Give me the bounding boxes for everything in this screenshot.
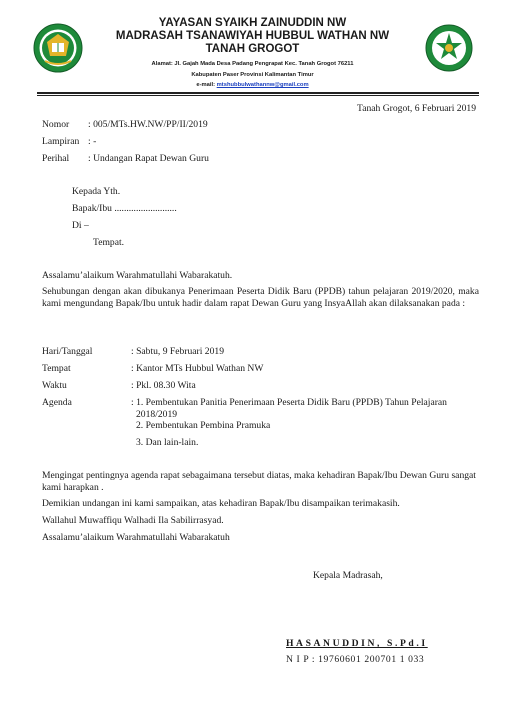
addressee-place: Tempat. bbox=[93, 237, 125, 248]
place-value: : Kantor MTs Hubbul Wathan NW bbox=[131, 363, 264, 374]
opening-greeting: Assalamu’alaikum Warahmatullahi Wabarakatuh. bbox=[42, 270, 233, 281]
school-region: Kabupaten Paser Provinsi Kalimantan Timur bbox=[191, 72, 314, 78]
signer-title: Kepala Madrasah, bbox=[313, 570, 383, 581]
closing-paragraph-3: Wallahul Muwaffiqu Walhadi Ila Sabilirrasyad. bbox=[42, 515, 224, 526]
email-link[interactable]: mtshubbulwathannw@gmail.com bbox=[216, 82, 309, 88]
header-rule-thin bbox=[37, 95, 479, 96]
foundation-name: YAYASAN SYAIKH ZAINUDDIN NW bbox=[158, 17, 347, 29]
closing-greeting: Assalamu’alaikum Warahmatullahi Wabarakatuh bbox=[42, 532, 230, 543]
closing-paragraph-1: Mengingat pentingnya agenda rapat sebagaimana tersebut diatas, maka kehadiran Bapak/Ibu Dewan Guru sangat kami harapkan . bbox=[42, 470, 476, 494]
signer-name: HASANUDDIN, S.Pd.I bbox=[286, 638, 428, 649]
agenda-item-1: : 1. Pembentukan Panitia Penerimaan Peserta Didik Baru (PPDB) Tahun Pelajaran bbox=[131, 397, 447, 408]
school-name: MADRASAH TSANAWIYAH HUBBUL WATHAN NW bbox=[115, 30, 390, 42]
addressee-di: Di – bbox=[72, 220, 89, 231]
agenda-item-1-cont: 2018/2019 bbox=[136, 409, 178, 420]
perihal-value: : Undangan Rapat Dewan Guru bbox=[88, 153, 209, 164]
lampiran-value: : - bbox=[88, 136, 97, 147]
agenda-item-2: 2. Pembentukan Pembina Pramuka bbox=[136, 420, 271, 431]
perihal-label: Perihal bbox=[42, 153, 70, 164]
lampiran-label: Lampiran bbox=[42, 136, 80, 147]
addressee-name: Bapak/Ibu .......................... bbox=[72, 203, 177, 214]
header-rule-thick bbox=[37, 92, 479, 94]
agenda-label: Agenda bbox=[42, 397, 72, 408]
signer-nip: N I P : 19760601 200701 1 033 bbox=[286, 654, 425, 665]
school-location: TANAH GROGOT bbox=[205, 43, 300, 55]
day-value: : Sabtu, 9 Februari 2019 bbox=[131, 346, 224, 357]
email-label: e-mail: bbox=[196, 82, 217, 88]
place-date: Tanah Grogot, 6 Februari 2019 bbox=[357, 103, 476, 114]
closing-paragraph-2: Demikian undangan ini kami sampaikan, atas kehadiran Bapak/Ibu disampaikan terimakasih. bbox=[42, 498, 400, 509]
nomor-value: : 005/MTs.HW.NW/PP/II/2019 bbox=[88, 119, 208, 130]
time-label: Waktu bbox=[42, 380, 67, 391]
school-address: Alamat: Jl. Gajah Mada Desa Padang Pengrapat Kec. Tanah Grogot 76211 bbox=[151, 61, 354, 67]
addressee-greeting: Kepada Yth. bbox=[72, 186, 121, 197]
agenda-item-3: 3. Dan lain-lain. bbox=[136, 437, 199, 448]
school-email bbox=[0, 82, 505, 88]
day-label: Hari/Tanggal bbox=[42, 346, 93, 357]
time-value: : Pkl. 08.30 Wita bbox=[131, 380, 196, 391]
nomor-label: Nomor bbox=[42, 119, 70, 130]
intro-paragraph: Sehubungan dengan akan dibukanya Penerimaan Peserta Didik Baru (PPDB) tahun pelajaran 2019/2020, maka kami mengundang Bapak/Ibu untuk hadir dalam rapat Dewan Guru yang InsyaAllah akan dilaksanakan pada : bbox=[42, 286, 479, 310]
place-label: Tempat bbox=[42, 363, 71, 374]
